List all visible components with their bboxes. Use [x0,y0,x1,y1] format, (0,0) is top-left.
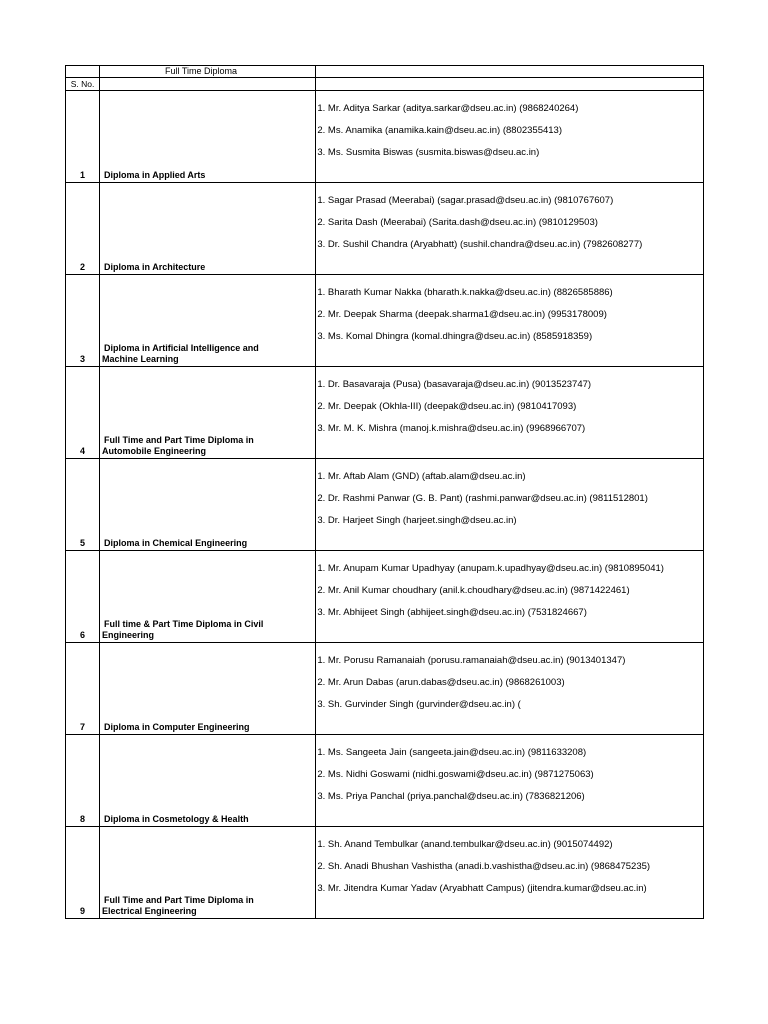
table-row [66,275,704,367]
serial-number: 1 [66,91,100,183]
program-name-line: Engineering [102,630,155,640]
header-blank-cell [316,66,704,78]
subheader-blank-cell [100,78,316,91]
subheader-row [66,78,704,91]
serial-number: 3 [66,275,100,367]
table-row [66,91,704,183]
serial-number: 4 [66,367,100,459]
contact-entry: 2. Sarita Dash (Meerabai) (Sarita.dash@dseu.ac.in) (9810129503) [317,217,598,228]
program-name [100,643,316,735]
program-name [100,735,316,827]
program-name-line: Diploma in Applied Arts [104,170,206,180]
contact-entry: 2. Mr. Deepak Sharma (deepak.sharma1@dseu.ac.in) (9953178009) [317,309,607,320]
program-name [100,827,316,919]
program-name-line: Diploma in Artificial Intelligence and [104,343,259,353]
contact-entry: 1. Dr. Basavaraja (Pusa) (basavaraja@dseu.ac.in) (9013523747) [317,379,592,390]
contacts-cell [316,643,704,735]
program-name-line: Electrical Engineering [102,906,197,916]
table-row [66,551,704,643]
contact-entry: 3. Ms. Priya Panchal (priya.panchal@dseu.ac.in) (7836821206) [317,791,585,802]
contacts-cell [316,367,704,459]
program-name-line: Full Time and Part Time Diploma in [104,435,254,445]
contact-entry: 1. Mr. Porusu Ramanaiah (porusu.ramanaiah@dseu.ac.in) (9013401347) [317,655,626,666]
contacts-cell [316,827,704,919]
table-row [66,183,704,275]
table-row [66,827,704,919]
program-name-line: Full Time and Part Time Diploma in [104,895,254,905]
program-name-line: Automobile Engineering [102,446,207,456]
contact-entry: 1. Bharath Kumar Nakka (bharath.k.nakka@dseu.ac.in) (8826585886) [317,287,613,298]
table-row [66,643,704,735]
program-name [100,367,316,459]
program-name [100,551,316,643]
contact-entry: 2. Mr. Arun Dabas (arun.dabas@dseu.ac.in) (9868261003) [317,677,565,688]
contacts-cell [316,275,704,367]
serial-number: 9 [66,827,100,919]
contact-entry: 3. Mr. Abhijeet Singh (abhijeet.singh@dseu.ac.in) (7531824667) [317,607,587,618]
contact-entry: 2. Dr. Rashmi Panwar (G. B. Pant) (rashmi.panwar@dseu.ac.in) (9811512801) [317,493,648,504]
contact-entry: 3. Ms. Komal Dhingra (komal.dhingra@dseu.ac.in) (8585918359) [317,331,593,342]
program-name-line: Diploma in Cosmetology & Health [104,814,249,824]
contact-entry: 2. Ms. Anamika (anamika.kain@dseu.ac.in) (8802355413) [317,125,563,136]
contact-entry: 2. Mr. Anil Kumar choudhary (anil.k.choudhary@dseu.ac.in) (9871422461) [317,585,630,596]
contacts-cell [316,183,704,275]
contacts-cell [316,735,704,827]
contact-entry: 1. Sagar Prasad (Meerabai) (sagar.prasad@dseu.ac.in) (9810767607) [317,195,614,206]
contact-entry: 3. Sh. Gurvinder Singh (gurvinder@dseu.ac.in) ( [317,699,521,710]
header-row [66,66,704,78]
contacts-cell [316,551,704,643]
serial-number: 5 [66,459,100,551]
program-name-line: Diploma in Architecture [104,262,206,272]
contacts-cell [316,91,704,183]
table-row [66,459,704,551]
program-name [100,275,316,367]
sno-header: S. No. [66,78,100,91]
program-name-line: Diploma in Computer Engineering [104,722,250,732]
contact-entry: 1. Mr. Aftab Alam (GND) (aftab.alam@dseu.ac.in) [317,471,526,482]
contacts-cell [316,459,704,551]
contact-entry: 2. Mr. Deepak (Okhla-III) (deepak@dseu.ac.in) (9810417093) [317,401,577,412]
serial-number: 7 [66,643,100,735]
serial-number: 2 [66,183,100,275]
contact-entry: 1. Mr. Aditya Sarkar (aditya.sarkar@dseu.ac.in) (9868240264) [317,103,579,114]
program-name [100,183,316,275]
contact-entry: 1. Mr. Anupam Kumar Upadhyay (anupam.k.upadhyay@dseu.ac.in) (9810895041) [317,563,664,574]
contact-entry: 2. Sh. Anadi Bhushan Vashistha (anadi.b.vashistha@dseu.ac.in) (9868475235) [317,861,651,872]
contact-entry: 3. Mr. M. K. Mishra (manoj.k.mishra@dseu.ac.in) (9968966707) [317,423,586,434]
contact-entry: 2. Ms. Nidhi Goswami (nidhi.goswami@dseu.ac.in) (9871275063) [317,769,594,780]
serial-number: 6 [66,551,100,643]
contact-entry: 3. Dr. Harjeet Singh (harjeet.singh@dseu.ac.in) [317,515,517,526]
program-name [100,91,316,183]
program-name-line: Diploma in Chemical Engineering [104,538,248,548]
program-name-line: Machine Learning [102,354,179,364]
diploma-contacts-table [65,65,704,919]
program-name [100,459,316,551]
program-name-line: Full time & Part Time Diploma in Civil [104,619,264,629]
contact-entry: 1. Ms. Sangeeta Jain (sangeeta.jain@dseu.ac.in) (9811633208) [317,747,587,758]
contact-entry: 3. Mr. Jitendra Kumar Yadav (Aryabhatt Campus) (jitendra.kumar@dseu.ac.in) [317,883,647,894]
contact-entry: 1. Sh. Anand Tembulkar (anand.tembulkar@dseu.ac.in) (9015074492) [317,839,613,850]
table-row [66,367,704,459]
contact-entry: 3. Ms. Susmita Biswas (susmita.biswas@dseu.ac.in) [317,147,540,158]
table-title: Full Time Diploma [100,66,316,78]
serial-number: 8 [66,735,100,827]
subheader-blank-cell [316,78,704,91]
table-row [66,735,704,827]
header-blank-cell [66,66,100,78]
contact-entry: 3. Dr. Sushil Chandra (Aryabhatt) (sushil.chandra@dseu.ac.in) (7982608277) [317,239,643,250]
